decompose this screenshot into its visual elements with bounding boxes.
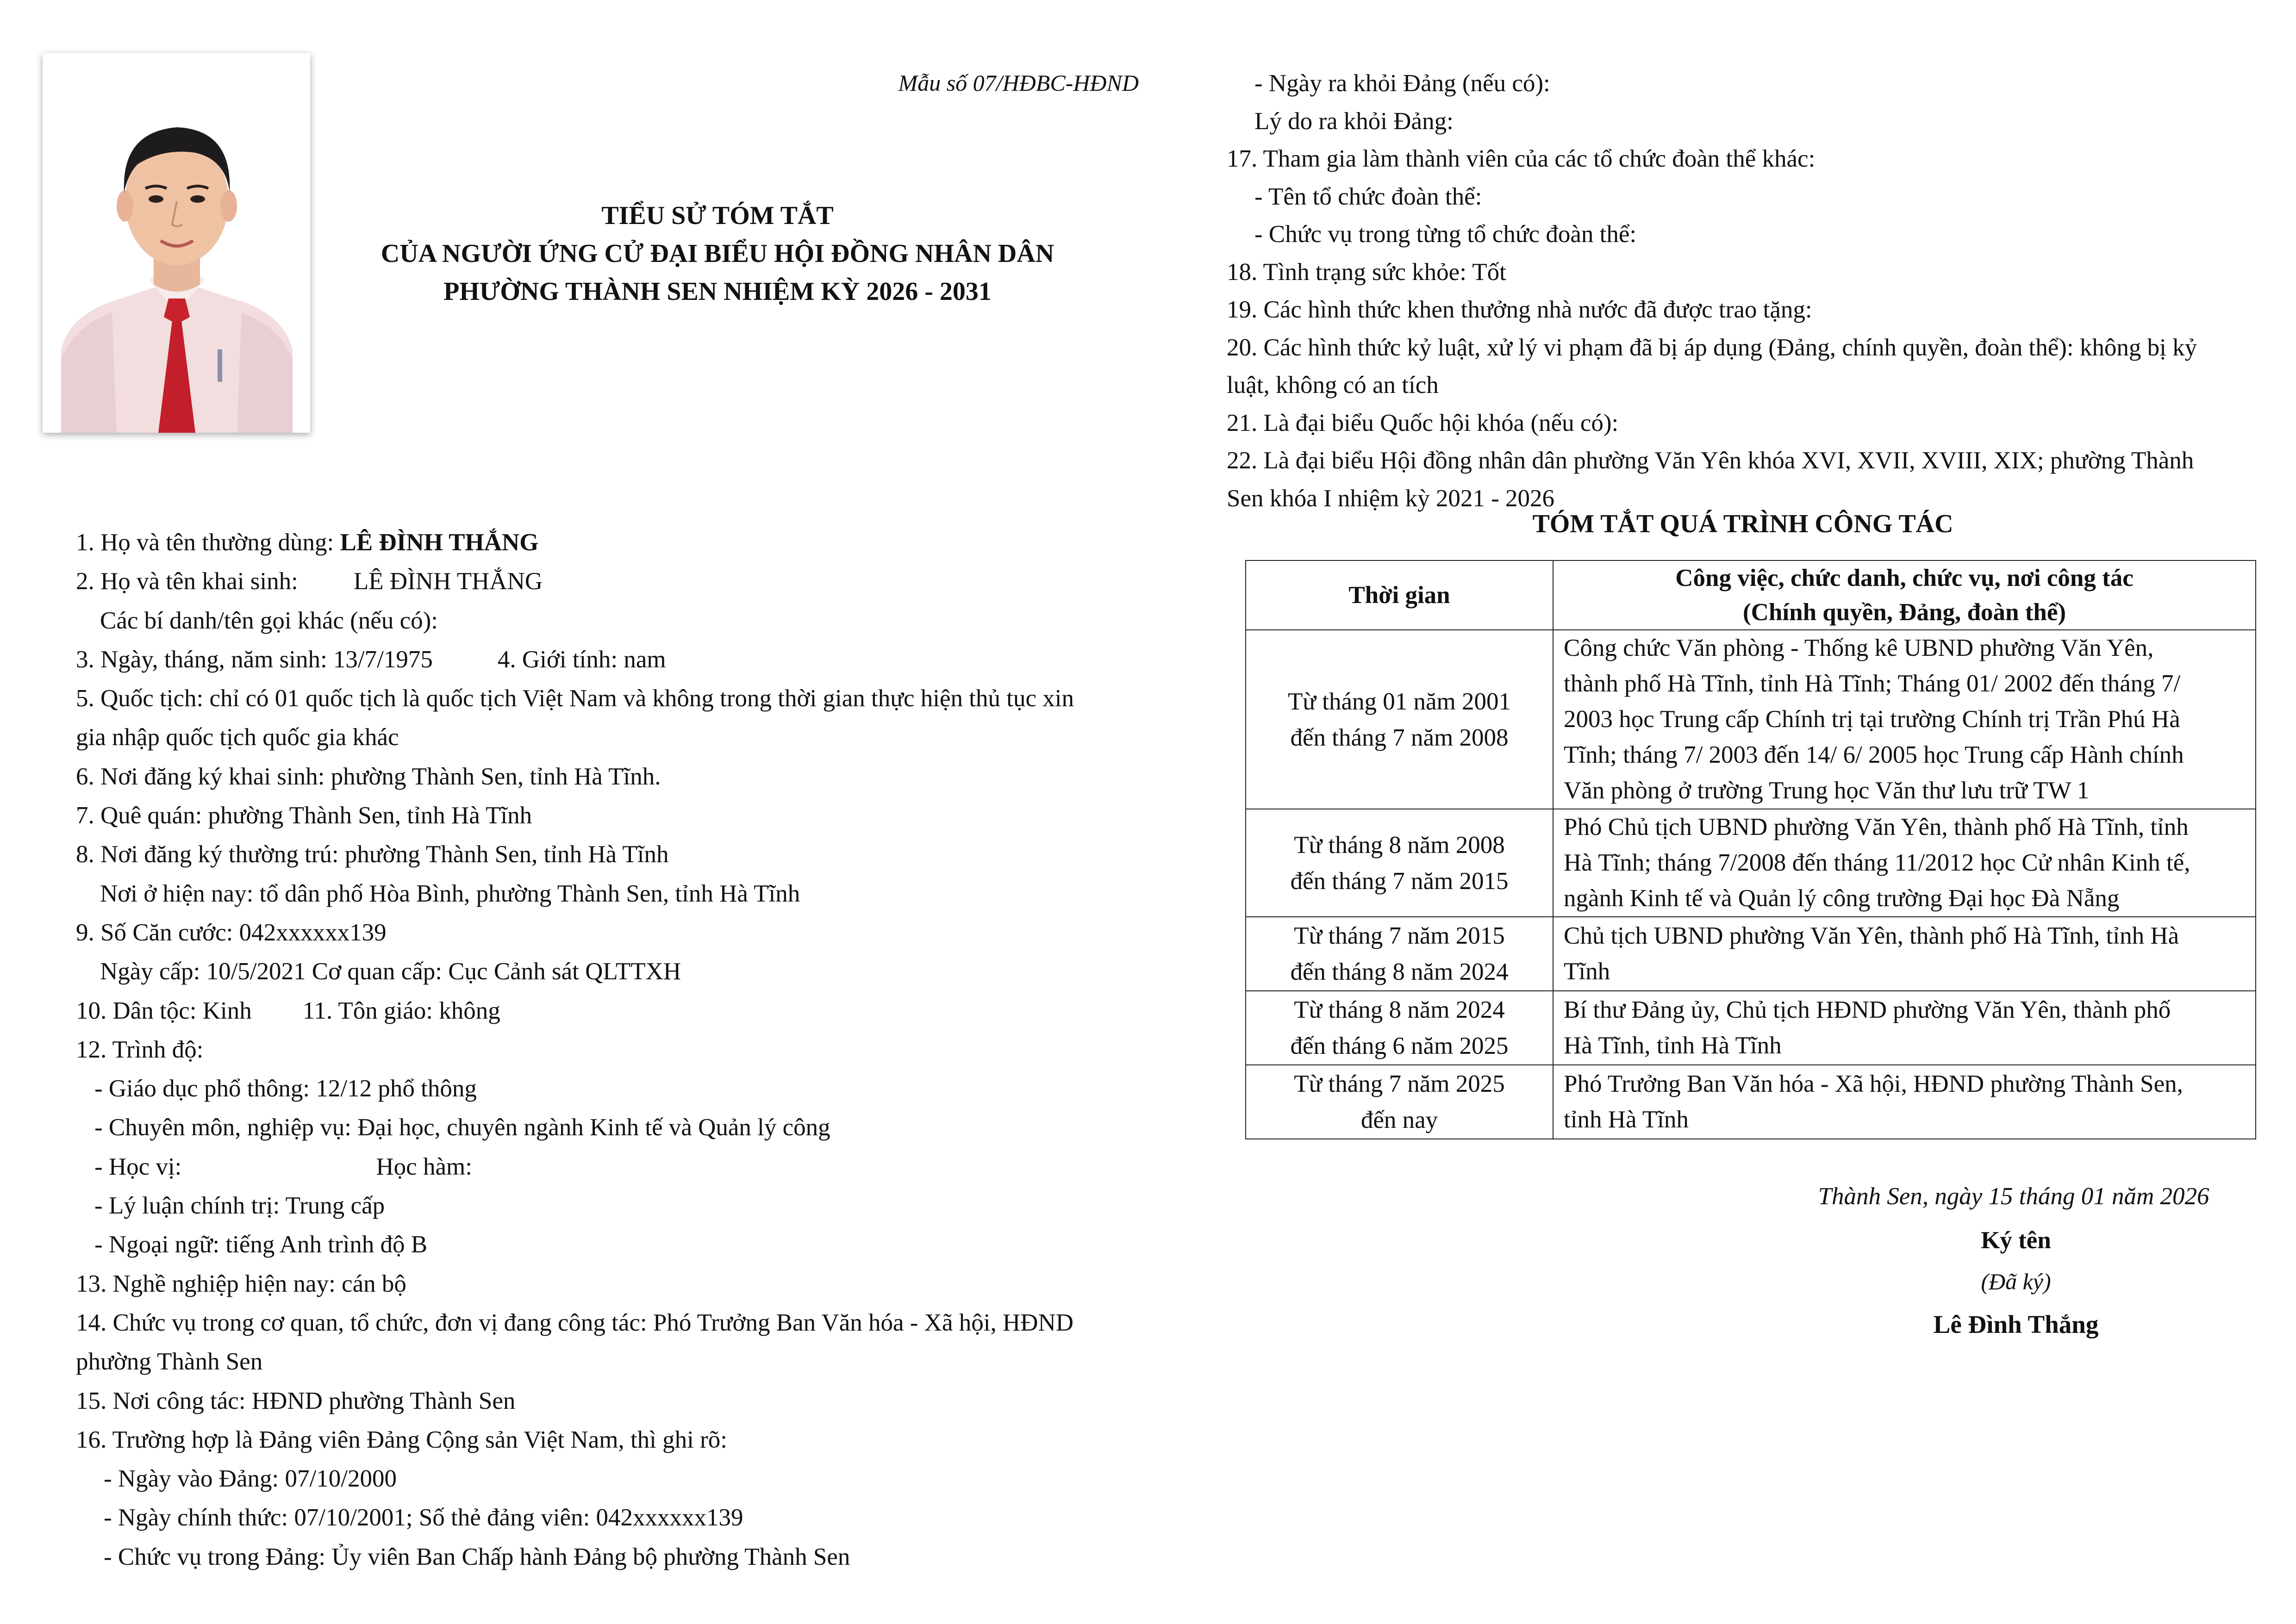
- table-row: [1246, 991, 2256, 1065]
- right-column: [1227, 65, 2268, 1611]
- job-column-header-line-2: (Chính quyền, Đảng, đoàn thể): [1742, 599, 2066, 626]
- birth-name-value: LÊ ĐÌNH THẮNG: [353, 568, 543, 595]
- job-line: 2003 học Trung cấp Chính trị tại trường Chính trị Trần Phú Hà: [1564, 706, 2180, 733]
- biography-items-continued: [1227, 65, 2268, 517]
- item-12-degree: [76, 1147, 1187, 1186]
- item-15: 15. Nơi công tác: HĐND phường Thành Sen: [76, 1387, 516, 1414]
- item-8: 8. Nơi đăng ký thường trú: phường Thành Sen, tỉnh Hà Tĩnh: [76, 841, 669, 868]
- period-cell: [1246, 630, 1553, 809]
- job-line: Hà Tĩnh; tháng 7/2008 đến tháng 11/2012 học Cử nhân Kinh tế,: [1564, 849, 2190, 876]
- item-14-line-2: phường Thành Sen: [76, 1348, 263, 1375]
- period-cell: [1246, 991, 1553, 1065]
- item-20-line-1: 20. Các hình thức kỷ luật, xử lý vi phạm đã bị áp dụng (Đảng, chính quyền, đoàn thể): không bị kỷ: [1227, 334, 2197, 361]
- table-row: [1246, 1065, 2256, 1139]
- item-9-issue: Ngày cấp: 10/5/2021 Cơ quan cấp: Cục Cảnh sát QLTTXH: [100, 958, 681, 985]
- period-cell: [1246, 1065, 1553, 1139]
- period-start: Từ tháng 8 năm 2024: [1294, 996, 1505, 1023]
- degree-label: - Học vị:: [94, 1153, 182, 1180]
- item-5-line-2: gia nhập quốc tịch quốc gia khác: [76, 724, 399, 751]
- item-21: 21. Là đại biểu Quốc hội khóa (nếu có):: [1227, 409, 1619, 436]
- birth-date: 3. Ngày, tháng, năm sinh: 13/7/1975: [76, 646, 433, 673]
- table-row: [1246, 917, 2256, 991]
- period-start: Từ tháng 7 năm 2015: [1294, 922, 1505, 949]
- form-number: Mẫu số 07/HĐBC-HĐND: [898, 70, 1139, 96]
- item-12-profession: - Chuyên môn, nghiệp vụ: Đại học, chuyên ngành Kinh tế và Quản lý công: [94, 1114, 830, 1141]
- title-line-2: CỦA NGƯỜI ỨNG CỬ ĐẠI BIỂU HỘI ĐỒNG NHÂN DÂN: [381, 239, 1054, 268]
- item-1: [76, 523, 1187, 562]
- item-16: 16. Trường hợp là Đảng viên Đảng Cộng sản Việt Nam, thì ghi rõ:: [76, 1426, 728, 1453]
- job-column-header: [1553, 560, 2256, 630]
- item-18: 18. Tình trạng sức khỏe: Tốt: [1227, 258, 1506, 286]
- ethnicity: 10. Dân tộc: Kinh: [76, 997, 252, 1024]
- biography-items: [76, 523, 1187, 1576]
- item-16-official-date: - Ngày chính thức: 07/10/2001; Số thẻ đảng viên: 042xxxxxx139: [104, 1504, 743, 1531]
- item-17-org-position: - Chức vụ trong từng tổ chức đoàn thể:: [1254, 221, 1637, 248]
- item-3-4: [76, 640, 1187, 679]
- job-line: Phó Chủ tịch UBND phường Văn Yên, thành phố Hà Tĩnh, tỉnh: [1564, 814, 2189, 840]
- period-end: đến tháng 7 năm 2008: [1290, 724, 1509, 751]
- period-cell: [1246, 917, 1553, 991]
- work-history-table: [1245, 560, 2256, 1139]
- item-20-line-2: luật, không có an tích: [1227, 372, 1439, 398]
- period-end: đến tháng 7 năm 2015: [1290, 867, 1509, 895]
- job-cell: [1553, 991, 2256, 1065]
- item-13: 13. Nghề nghiệp hiện nay: cán bộ: [76, 1270, 406, 1297]
- item-14-line-1: 14. Chức vụ trong cơ quan, tổ chức, đơn vị đang công tác: Phó Trưởng Ban Văn hóa - Xã hội, HĐND: [76, 1309, 1074, 1336]
- common-name-value: LÊ ĐÌNH THẮNG: [340, 529, 539, 556]
- table-header-row: [1246, 560, 2256, 630]
- job-cell: [1553, 630, 2256, 809]
- period-end: đến tháng 6 năm 2025: [1290, 1033, 1509, 1059]
- item-2-label: 2. Họ và tên khai sinh:: [76, 568, 298, 595]
- item-1-label: 1. Họ và tên thường dùng:: [76, 529, 334, 556]
- job-line: tỉnh Hà Tĩnh: [1564, 1106, 1689, 1133]
- item-19: 19. Các hình thức khen thưởng nhà nước đã được trao tặng:: [1227, 296, 1812, 323]
- job-line: thành phố Hà Tĩnh, tỉnh Hà Tĩnh; Tháng 01/ 2002 đến tháng 7/: [1564, 670, 2181, 697]
- item-17: 17. Tham gia làm thành viên của các tổ chức đoàn thể khác:: [1227, 145, 1816, 172]
- title-line-3: PHƯỜNG THÀNH SEN NHIỆM KỲ 2026 - 2031: [443, 277, 992, 306]
- period-start: Từ tháng 8 năm 2008: [1294, 831, 1505, 859]
- religion: 11. Tôn giáo: không: [302, 997, 500, 1024]
- period-cell: [1246, 809, 1553, 917]
- table-row: [1246, 809, 2256, 917]
- item-16-leave-date: - Ngày ra khỏi Đảng (nếu có):: [1254, 70, 1550, 97]
- item-2: [76, 562, 1187, 601]
- job-line: Phó Trưởng Ban Văn hóa - Xã hội, HĐND phường Thành Sen,: [1564, 1070, 2183, 1097]
- job-line: Tĩnh; tháng 7/ 2003 đến 14/ 6/ 2005 học Trung cấp Hành chính: [1564, 741, 2184, 768]
- item-12-foreign-language: - Ngoại ngữ: tiếng Anh trình độ B: [94, 1231, 428, 1258]
- item-9: 9. Số Căn cước: 042xxxxxx139: [76, 919, 387, 946]
- item-5-line-1: 5. Quốc tịch: chỉ có 01 quốc tịch là quốc tịch Việt Nam và không trong thời gian thực hiện thủ tục xin: [76, 685, 1074, 712]
- item-22-line-2: Sen khóa I nhiệm kỳ 2021 - 2026: [1227, 485, 1555, 512]
- item-17-org-name: - Tên tổ chức đoàn thể:: [1254, 183, 1482, 210]
- table-row: [1246, 630, 2256, 809]
- item-22-line-1: 22. Là đại biểu Hội đồng nhân dân phường Văn Yên khóa XVI, XVII, XVIII, XIX; phường Thành: [1227, 447, 2194, 474]
- item-16-leave-reason: Lý do ra khỏi Đảng:: [1254, 107, 1454, 135]
- job-cell: [1553, 809, 2256, 917]
- job-line: Công chức Văn phòng - Thống kê UBND phường Văn Yên,: [1564, 635, 2154, 661]
- period-start: Từ tháng 01 năm 2001: [1287, 688, 1511, 715]
- item-6: 6. Nơi đăng ký khai sinh: phường Thành Sen, tỉnh Hà Tĩnh.: [76, 763, 661, 790]
- item-2-alias: Các bí danh/tên gọi khác (nếu có):: [100, 607, 438, 634]
- work-history-title: TÓM TẮT QUÁ TRÌNH CÔNG TÁC: [1532, 510, 1953, 538]
- period-start: Từ tháng 7 năm 2025: [1294, 1070, 1505, 1097]
- place-and-date: Thành Sen, ngày 15 tháng 01 năm 2026: [1818, 1183, 2209, 1210]
- item-8-current-residence: Nơi ở hiện nay: tổ dân phố Hòa Bình, phường Thành Sen, tỉnh Hà Tĩnh: [100, 880, 800, 907]
- title-line-1: TIỂU SỬ TÓM TẮT: [601, 201, 834, 230]
- signer-name: Lê Đình Thắng: [1933, 1310, 2099, 1338]
- job-line: Chủ tịch UBND phường Văn Yên, thành phố Hà Tĩnh, tỉnh Hà: [1564, 922, 2179, 949]
- period-end: đến tháng 8 năm 2024: [1290, 958, 1509, 985]
- item-10-11: [76, 991, 1187, 1030]
- item-16-join-date: - Ngày vào Đảng: 07/10/2000: [104, 1465, 397, 1493]
- time-column-header: Thời gian: [1246, 560, 1553, 630]
- job-line: Bí thư Đảng ủy, Chủ tịch HĐND phường Văn Yên, thành phố: [1564, 996, 2171, 1023]
- job-cell: [1553, 1065, 2256, 1139]
- item-16-party-position: - Chức vụ trong Đảng: Ủy viên Ban Chấp hành Đảng bộ phường Thành Sen: [104, 1543, 850, 1570]
- academic-title-label: Học hàm:: [376, 1153, 472, 1180]
- signature-label: Ký tên: [1981, 1227, 2051, 1254]
- job-line: Hà Tĩnh, tỉnh Hà Tĩnh: [1564, 1032, 1782, 1059]
- period-end: đến nay: [1360, 1107, 1438, 1133]
- gender: 4. Giới tính: nam: [497, 646, 666, 673]
- job-cell: [1553, 917, 2256, 991]
- item-12-general-education: - Giáo dục phổ thông: 12/12 phổ thông: [94, 1075, 477, 1102]
- job-line: Tĩnh: [1564, 958, 1610, 985]
- left-column: [38, 0, 1149, 1570]
- job-line: ngành Kinh tế và Quản lý công trường Đại học Đà Nẵng: [1564, 885, 2120, 912]
- item-12-political-theory: - Lý luận chính trị: Trung cấp: [94, 1192, 385, 1220]
- signed-note: (Đã ký): [1981, 1269, 2051, 1294]
- item-7: 7. Quê quán: phường Thành Sen, tỉnh Hà Tĩnh: [76, 802, 532, 829]
- job-line: Văn phòng ở trường Trung học Văn thư lưu trữ TW 1: [1564, 777, 2090, 804]
- job-column-header-line-1: Công việc, chức danh, chức vụ, nơi công tác: [1675, 565, 2134, 591]
- item-12: 12. Trình độ:: [76, 1036, 204, 1063]
